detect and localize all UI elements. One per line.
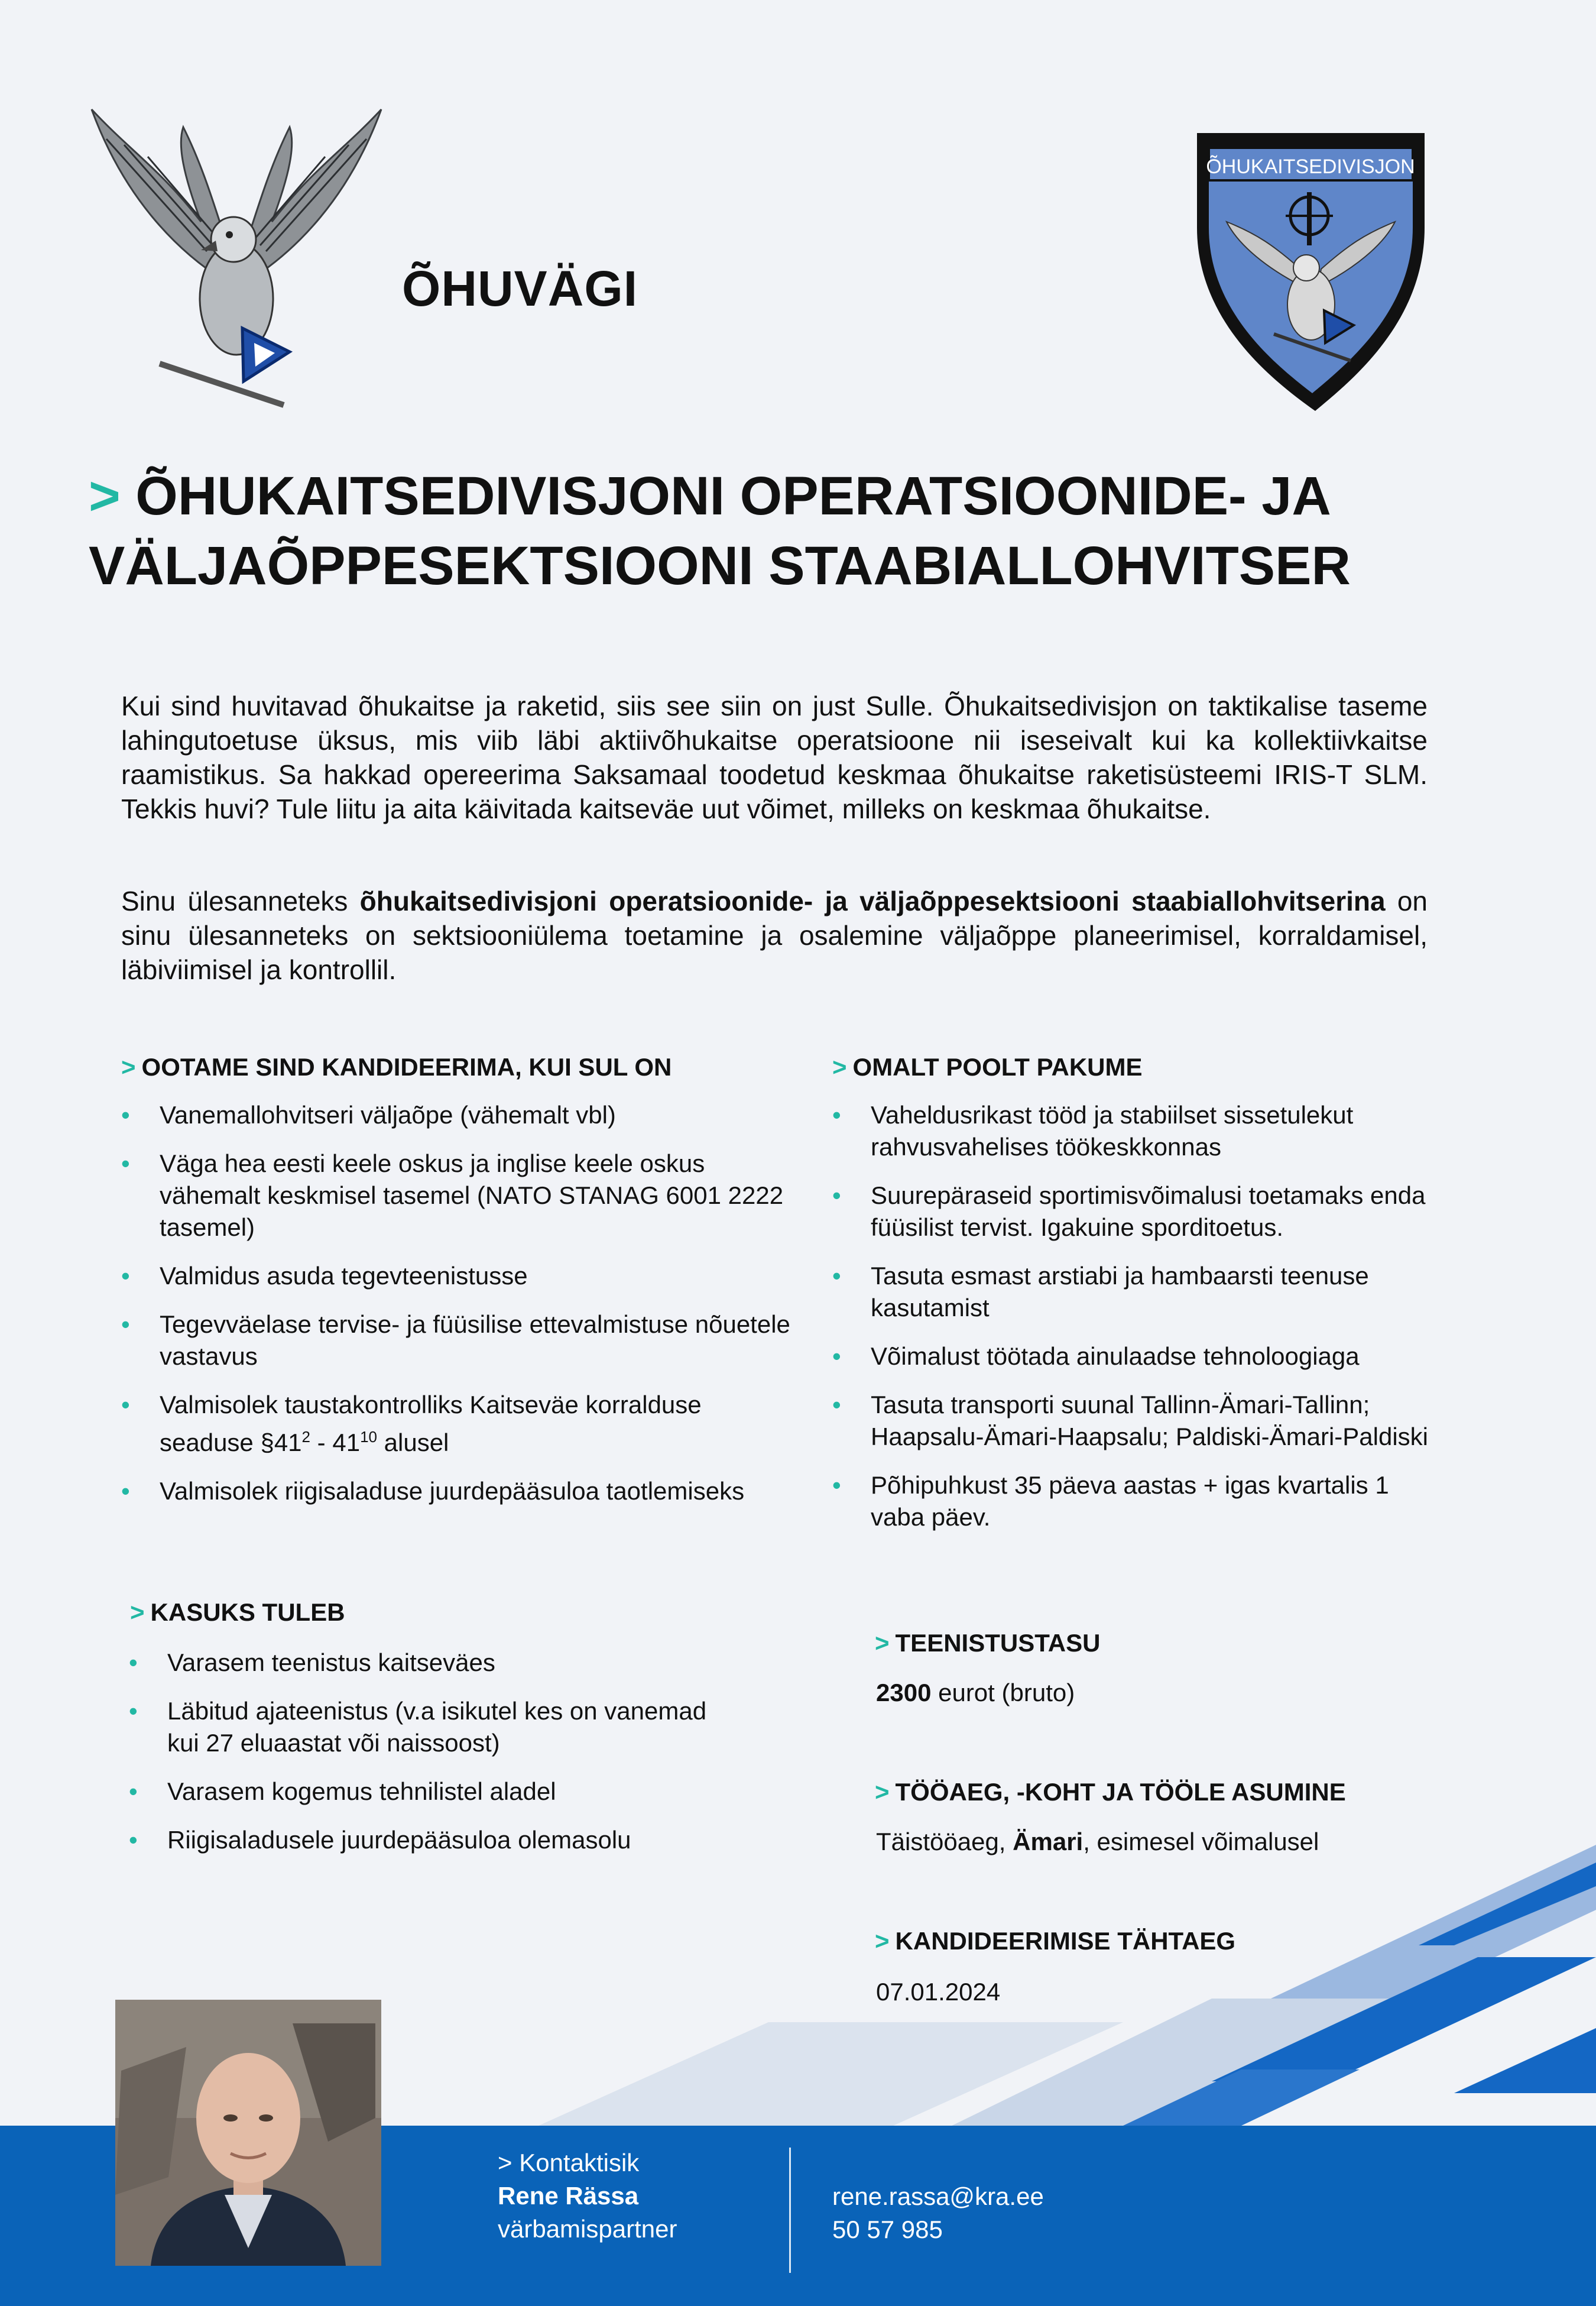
org-name: ÕHUVÄGI: [402, 261, 638, 316]
contact-details: [832, 2180, 1044, 2246]
badge-text: ÕHUKAITSEDIVISJON: [1206, 156, 1415, 178]
advantages-heading: > KASUKS TULEB: [130, 1598, 345, 1626]
list-item: • Valmisolek taustakontrolliks Kaitseväe korralduse seaduse $\S 41^2 - 41^{10}$ alusel: [121, 1391, 702, 1456]
contact-block: [498, 2146, 677, 2246]
offer-heading: > OMALT POOLT PAKUME: [832, 1053, 1143, 1081]
list-item: • Väga hea eesti keele oskus ja inglise keele oskus vähemalt keskmisel tasemel (NATO STANAG 6001 2222 tasemel): [121, 1149, 784, 1241]
contact-label: > Kontaktisik: [498, 2149, 640, 2177]
salary-amount: 2300: [876, 1679, 932, 1706]
list-item: • Varasem teenistus kaitseväes: [129, 1648, 495, 1676]
list-item: • Põhipuhkust 35 päeva aastas + igas kvartalis 1 vaba päev.: [832, 1471, 1389, 1531]
list-item: • Riigisaladusele juurdepääsuloa olemasolu: [129, 1826, 631, 1854]
deadline-date: 07.01.2024: [876, 1978, 1001, 2006]
intro-paragraph-1: Kui sind huvitavad õhukaitse ja raketid, siis see siin on just Sulle. Õhukaitsedivisjon on taktikalise taseme lahingutoetuse üksus, mis viib läbi aktiivõhukaitse operatsioone nii iseseivalt kui ka kollektiivkaitse raamistikus. Sa hakkad opereerima Saksamaal toodetud keskmaa õhukaitse raketisüsteemi IRIS-T SLM. Tekkis huvi? Tule liitu ja aita käivitada kaitseväe uut võimet, milleks on keskmaa õhukaitse.: [121, 691, 1428, 824]
contact-phone[interactable]: 50 57 985: [832, 2216, 943, 2243]
list-item: • Tasuta esmast arstiabi ja hambaarsti teenuse kasutamist: [832, 1262, 1369, 1322]
title-line-2: VÄLJAÕPPESEKTSIOONI STAABIALLOHVITSER: [89, 536, 1351, 596]
list-item: • Valmisolek riigisaladuse juurdepääsuloa taotlemiseks: [121, 1477, 745, 1505]
contact-email[interactable]: rene.rassa@kra.ee: [832, 2182, 1044, 2210]
intro-p2-end: on sinu ülesanneteks on sektsiooniülema toetamine ja osalemine väljaõppe planeerimisel, korraldamisel, läbiviimisel ja kontrollil.: [121, 886, 1428, 985]
list-item: • Võimalust töötada ainulaadse tehnoloogiaga: [832, 1342, 1360, 1370]
requirements-heading: > OOTAME SIND KANDIDEERIMA, KUI SUL ON: [121, 1053, 672, 1081]
requirements-list: [121, 1099, 795, 1524]
salary-heading: > TEENISTUSTASU: [875, 1629, 1101, 1657]
contact-photo: [115, 2000, 381, 2266]
advantages-list: [129, 1647, 720, 1873]
worktime-heading: > TÖÖAEG, -KOHT JA TÖÖLE ASUMINE: [875, 1778, 1346, 1806]
contact-role: värbamispartner: [498, 2215, 677, 2243]
worktime-location: Ämari: [1013, 1828, 1084, 1855]
contact-name: Rene Rässa: [498, 2182, 639, 2210]
list-item: • Tegevväelase tervise- ja füüsilise ettevalmistuse nõuetele vastavus: [121, 1310, 790, 1370]
footer-divider: [789, 2148, 791, 2273]
offer-list: [832, 1099, 1429, 1550]
job-title: [89, 461, 1519, 601]
list-item: • Vanemallohvitseri väljaõpe (vähemalt vbl): [121, 1101, 616, 1129]
air-force-eagle-logo: [89, 103, 384, 417]
title-line-1: ÕHUKAITSEDIVISJONI OPERATSIOONIDE- JA: [135, 466, 1331, 526]
list-item: • Tasuta transporti suunal Tallinn-Ämari-Tallinn; Haapsalu-Ämari-Haapsalu; Paldiski-Ämari-Paldiski: [832, 1391, 1428, 1450]
air-defence-division-badge: [1191, 127, 1430, 417]
intro-paragraph-2: [121, 884, 1428, 987]
worktime-value: Täistööaeg, Ämari, esimesel võimalusel: [876, 1828, 1319, 1855]
list-item: • Varasem kogemus tehnilistel aladel: [129, 1777, 556, 1805]
list-item: • Läbitud ajateenistus (v.a isikutel kes on vanemad kui 27 eluaastat või naissoost): [129, 1697, 707, 1757]
intro-p2-bold: õhukaitsedivisjoni operatsioonide- ja väljaõppesektsiooni staabiallohvitserina: [359, 886, 1386, 916]
title-marker: >: [89, 466, 121, 526]
list-item: • Vaheldusrikast tööd ja stabiilset sissetulekut rahvusvahelises töökeskkonnas: [832, 1101, 1354, 1161]
list-item: • Valmidus asuda tegevteenistusse: [121, 1262, 528, 1290]
deadline-heading: > KANDIDEERIMISE TÄHTAEG: [875, 1927, 1236, 1955]
list-item: • Suurepäraseid sportimisvõimalusi toetamaks enda füüsilist tervist. Igakuine sporditoetus.: [832, 1181, 1426, 1241]
salary-value: [876, 1677, 1075, 1709]
intro-p2-start: Sinu ülesanneteks: [121, 886, 360, 916]
salary-unit: eurot (bruto): [931, 1679, 1075, 1706]
